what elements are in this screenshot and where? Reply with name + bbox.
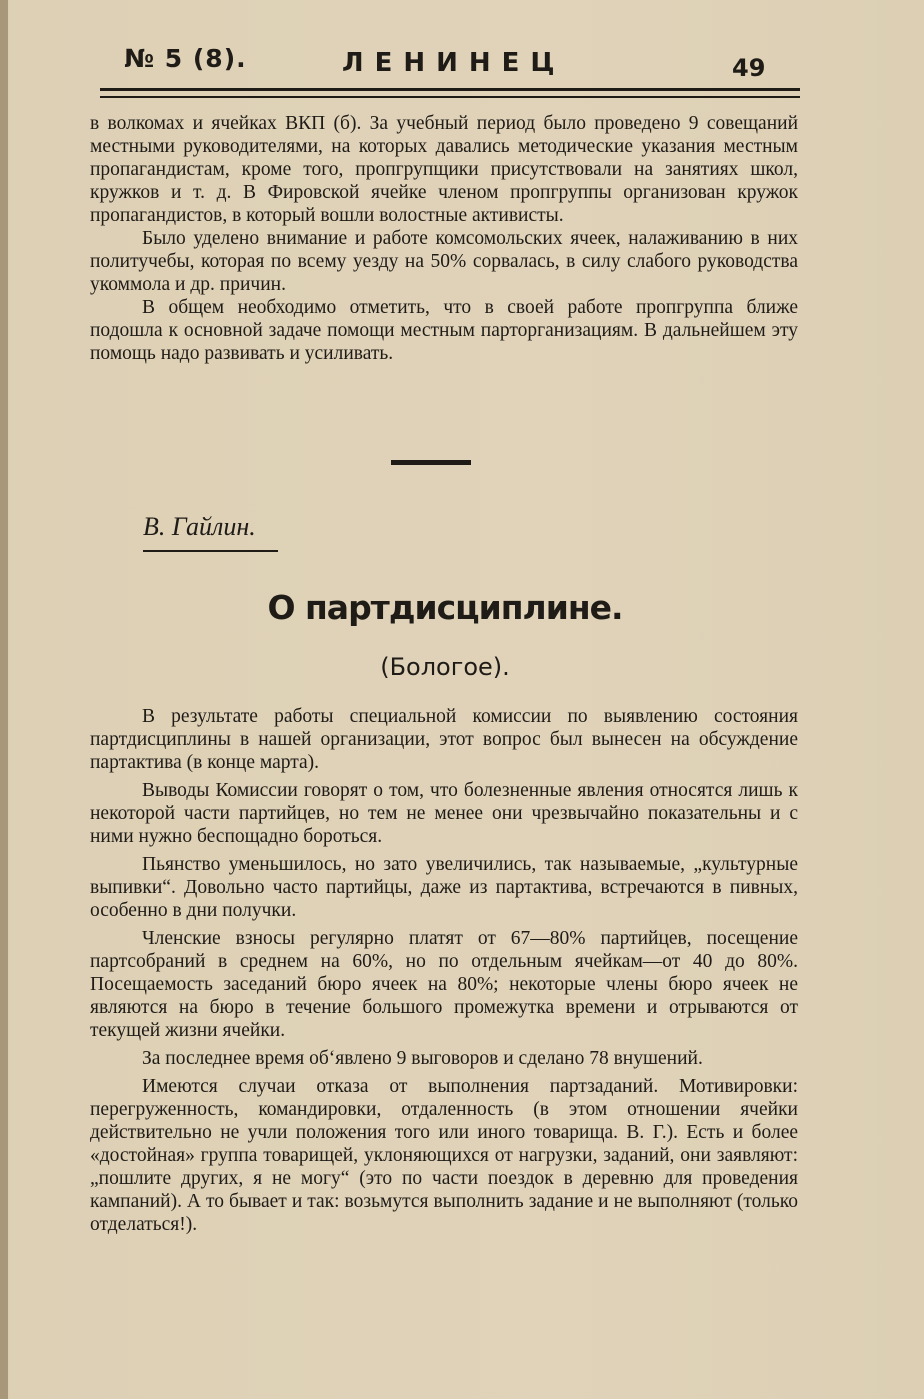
header-rule-thick <box>100 88 800 91</box>
page-spine-shadow <box>0 0 8 1399</box>
issue-number: № 5 (8). <box>124 44 247 73</box>
article-body <box>90 705 798 1241</box>
paragraph: В общем необходимо отметить, что в своей работе пропгруппа ближе подошла к основной задаче помощи местным парторганизациям. В дальнейшем эту помощь надо развивать и усиливать. <box>90 297 798 364</box>
paragraph: Было уделено внимание и работе комсомольских ячеек, налаживанию в них политучебы, которая по всему уезду на 50% сорвалась, в силу слабого руководства укоммола и др. причин. <box>90 228 798 295</box>
paragraph: Имеются случаи отказа от выполнения партзаданий. Мотивировки: перегруженность, командировки, отдаленность (в этом отношении ячейки действительно не учли положения того или иного товарища. В. Г.). Есть и более «достойная» группа товарищей, уклоняющихся от нагрузки, заданий, они заявляют: „пошлите других, я не могу“ (это по части поездок в деревню для проведения кампаний). А то бывает и так: возьмутся выполнить задание и не выполняют (только отделаться!). <box>90 1076 798 1235</box>
section-divider <box>391 460 471 465</box>
article-author: В. Гайлин. <box>143 512 256 541</box>
running-header <box>100 44 800 104</box>
article-title: О партдисциплине. <box>267 588 623 627</box>
paragraph: Членские взносы регулярно платят от 67—80% партийцев, посещение партсобраний в среднем на 60%, но по отдельным ячейкам—от 40 до 80%. Посещаемость заседаний бюро ячеек на 80%; некоторые члены бюро ячеек не являются на бюро в течение большого промежутка времени и отрываются от текущей жизни ячейки. <box>90 928 798 1041</box>
author-underline <box>143 550 278 552</box>
continuation-text <box>90 112 798 365</box>
journal-title: ЛЕНИНЕЦ <box>342 48 566 78</box>
paragraph: Пьянство уменьшилось, но зато увеличились, так называемые, „культурные выпивки“. Довольно часто партийцы, даже из партактива, встречаются в пивных, особенно в дни получки. <box>90 854 798 921</box>
paragraph: Выводы Комиссии говорят о том, что болезненные явления относятся лишь к некоторой части партийцев, но тем не менее они чрезвычайно показательны и с ними нужно беспощадно бороться. <box>90 780 798 847</box>
article-subtitle: (Бологое). <box>380 653 510 681</box>
paragraph: За последнее время об‘явлено 9 выговоров и сделано 78 внушений. <box>142 1048 703 1069</box>
header-rule-thin <box>100 96 800 98</box>
page-number: 49 <box>732 54 766 82</box>
paragraph: в волкомах и ячейках ВКП (б). За учебный период было проведено 9 совещаний местными руководителями, на которых давались методические указания местным пропагандистам, кроме того, пропгрупщики присутствовали на занятиях школ, кружков и т. д. В Фировской ячейке членом пропгруппы организован кружок пропагандистов, в который вошли волостные активисты. <box>90 113 798 226</box>
paragraph: В результате работы специальной комиссии по выявлению состояния партдисциплины в нашей организации, этот вопрос был вынесен на обсуждение партактива (в конце марта). <box>90 706 798 773</box>
